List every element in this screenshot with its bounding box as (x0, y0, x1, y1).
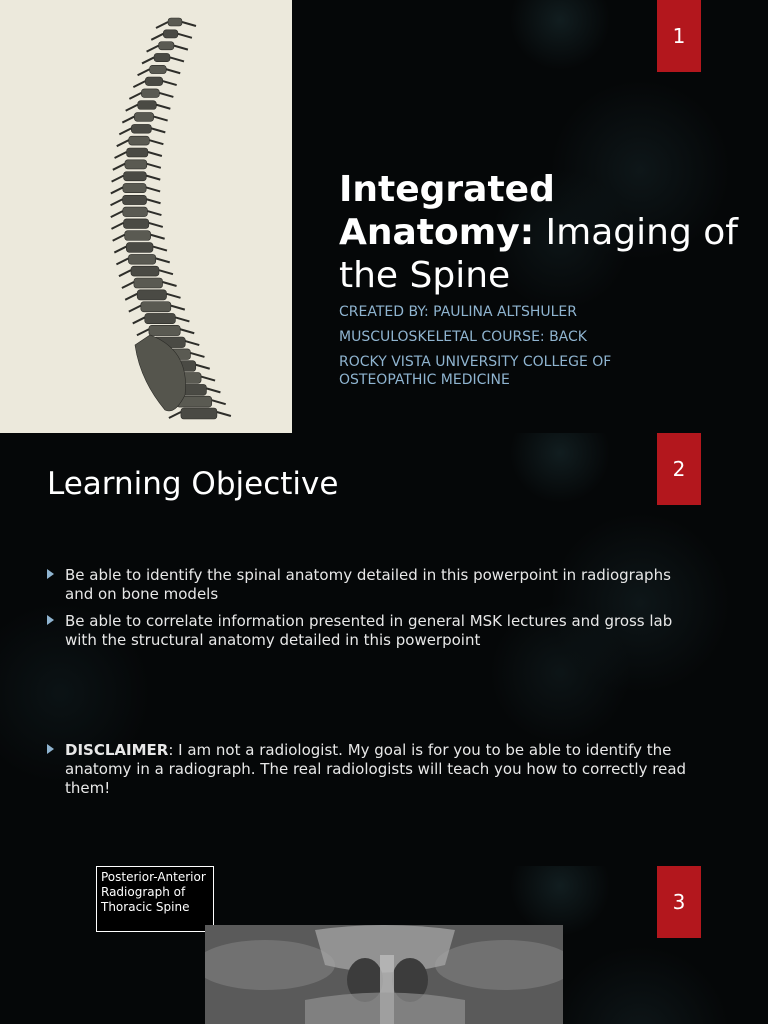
vertebra (125, 231, 151, 241)
vertebra (128, 254, 155, 264)
vertebra (131, 124, 151, 133)
vertebra (159, 42, 174, 50)
bullet-item (47, 741, 697, 798)
vertebra (123, 207, 148, 216)
vertebra (163, 30, 178, 38)
vertebra (145, 313, 176, 323)
vertebra (123, 219, 148, 229)
vertebra (181, 408, 217, 419)
vertebra (145, 77, 162, 85)
radiograph-image (205, 925, 563, 1024)
title-regular: Imaging of the Spine (339, 212, 738, 296)
vertebra (168, 18, 182, 26)
bullet-arrow-icon (47, 744, 54, 754)
bullet-item: Be able to correlate information presented in general MSK lectures and gross lab with the structural anatomy detailed in this powerpoint (47, 612, 697, 650)
slide-1 (0, 0, 768, 433)
disclaimer-label: DISCLAIMER (65, 741, 169, 759)
vertebra (124, 172, 147, 181)
vertebra (131, 266, 159, 276)
bullet-list (47, 566, 697, 658)
vertebra (150, 65, 167, 73)
vertebra (126, 243, 153, 253)
disclaimer-text: : I am not a radiologist. My goal is for you to be able to identify the anatomy in a radiograph. The real radiologists will teach you how to correctly read them! (65, 741, 687, 797)
subtitle-course: MUSCULOSKELETAL COURSE: BACK (339, 329, 587, 345)
vertebra (134, 113, 153, 122)
vertebra (141, 89, 159, 98)
vertebra (134, 278, 163, 288)
slide-number: 2 (657, 433, 701, 505)
bullet-item: Be able to identify the spinal anatomy detailed in this powerpoint in radiographs and on bone models (47, 566, 697, 604)
slide-title (339, 168, 759, 297)
subtitle-author: CREATED BY: PAULINA ALTSHULER (339, 304, 577, 320)
spine-illustration (0, 0, 292, 433)
vertebra (149, 325, 180, 335)
vertebra (141, 302, 171, 312)
slide-number: 3 (657, 866, 701, 938)
vertebra (138, 101, 157, 110)
vertebra (127, 148, 148, 157)
vertebra (123, 183, 146, 192)
bullet-arrow-icon (47, 615, 54, 625)
subtitle-block (339, 303, 669, 396)
vertebra (123, 195, 147, 204)
slide-number: 1 (657, 0, 701, 72)
vertebra (137, 290, 166, 300)
bullet-arrow-icon (47, 569, 54, 579)
disclaimer (47, 741, 697, 806)
image-caption: Posterior-Anterior Radiograph of Thoracic Spine (96, 866, 214, 932)
title-bold: Integrated Anatomy: (339, 169, 555, 253)
vertebra (154, 53, 170, 61)
subtitle-institution: ROCKY VISTA UNIVERSITY COLLEGE OF OSTEOPATHIC MEDICINE (339, 354, 612, 388)
slide-heading: Learning Objective (47, 466, 339, 502)
vertebra (125, 160, 147, 169)
vertebra (129, 136, 150, 145)
